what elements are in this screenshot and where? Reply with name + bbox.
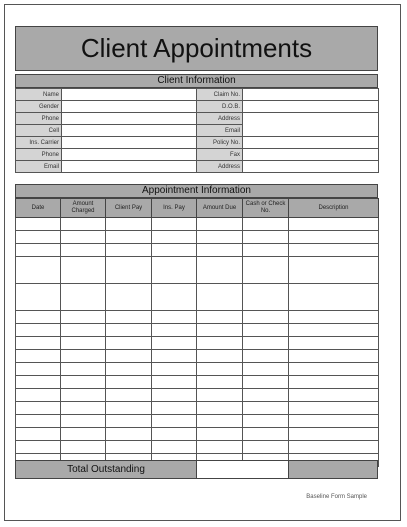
appointment-cell[interactable] <box>16 284 61 311</box>
name-field[interactable] <box>62 89 197 101</box>
appointment-cell[interactable] <box>243 389 289 402</box>
appointment-row <box>16 428 379 441</box>
appointment-cell[interactable] <box>16 257 61 284</box>
client-row <box>16 113 379 125</box>
appointment-cell[interactable] <box>197 415 243 428</box>
appointment-cell[interactable] <box>61 441 106 454</box>
fax-field[interactable] <box>243 149 379 161</box>
appointment-cell[interactable] <box>289 337 379 350</box>
appointment-cell[interactable] <box>16 244 61 257</box>
appointment-cell[interactable] <box>197 441 243 454</box>
appointment-cell[interactable] <box>61 311 106 324</box>
appointment-cell[interactable] <box>16 415 61 428</box>
appointment-cell[interactable] <box>289 218 379 231</box>
appointment-cell[interactable] <box>243 231 289 244</box>
column-header: Cash or Check No. <box>243 199 289 218</box>
appointment-cell[interactable] <box>61 402 106 415</box>
column-header: Amount Due <box>197 199 243 218</box>
appointment-row <box>16 363 379 376</box>
dob-field[interactable] <box>243 101 379 113</box>
client-row <box>16 101 379 113</box>
appointment-cell[interactable] <box>152 284 197 311</box>
field-label: Email <box>197 125 243 137</box>
appointment-rows <box>16 218 379 467</box>
carrier-address-field[interactable] <box>243 161 379 173</box>
appointment-cell[interactable] <box>197 231 243 244</box>
field-label: Gender <box>16 101 62 113</box>
appointment-cell[interactable] <box>243 441 289 454</box>
appointment-row <box>16 376 379 389</box>
appointment-cell[interactable] <box>61 231 106 244</box>
appointment-row <box>16 441 379 454</box>
appointment-cell[interactable] <box>61 376 106 389</box>
client-row <box>16 137 379 149</box>
carrier-email-field[interactable] <box>62 161 197 173</box>
field-label: Phone <box>16 149 62 161</box>
appointment-cell[interactable] <box>61 363 106 376</box>
appointment-cell[interactable] <box>106 244 152 257</box>
appointment-cell[interactable] <box>243 324 289 337</box>
appointment-cell[interactable] <box>289 428 379 441</box>
appointment-cell[interactable] <box>61 428 106 441</box>
appointment-row <box>16 415 379 428</box>
ins-carrier-field[interactable] <box>62 137 197 149</box>
gender-field[interactable] <box>62 101 197 113</box>
column-header: Date <box>16 199 61 218</box>
total-row-filler <box>289 461 377 478</box>
client-row <box>16 149 379 161</box>
address-field[interactable] <box>243 113 379 137</box>
appointment-cell[interactable] <box>152 376 197 389</box>
field-label: Claim No. <box>197 89 243 101</box>
appointment-cell[interactable] <box>16 402 61 415</box>
appointment-cell[interactable] <box>243 402 289 415</box>
field-label: Email <box>16 161 62 173</box>
appointment-cell[interactable] <box>152 324 197 337</box>
appointment-cell[interactable] <box>289 350 379 363</box>
appointment-cell[interactable] <box>243 244 289 257</box>
field-label: Address <box>197 161 243 173</box>
appointment-cell[interactable] <box>61 257 106 284</box>
total-outstanding-field[interactable] <box>197 461 289 478</box>
field-label: Ins. Carrier <box>16 137 62 149</box>
appointment-cell[interactable] <box>289 231 379 244</box>
appointment-cell[interactable] <box>106 402 152 415</box>
appointment-cell[interactable] <box>16 389 61 402</box>
appointment-cell[interactable] <box>243 350 289 363</box>
appointment-cell[interactable] <box>106 376 152 389</box>
form-title: Client Appointments <box>15 26 378 71</box>
appointment-cell[interactable] <box>289 284 379 311</box>
appointment-cell[interactable] <box>197 244 243 257</box>
appointment-cell[interactable] <box>197 337 243 350</box>
appointment-cell[interactable] <box>16 363 61 376</box>
appointment-cell[interactable] <box>152 231 197 244</box>
appointment-cell[interactable] <box>289 324 379 337</box>
appointment-cell[interactable] <box>61 218 106 231</box>
appointment-cell[interactable] <box>106 257 152 284</box>
appointment-table <box>15 198 379 467</box>
column-header: Ins. Pay <box>152 199 197 218</box>
appointment-cell[interactable] <box>106 337 152 350</box>
appointment-cell[interactable] <box>152 257 197 284</box>
appointment-cell[interactable] <box>152 402 197 415</box>
appointment-row <box>16 257 379 284</box>
appointment-cell[interactable] <box>289 402 379 415</box>
appointment-cell[interactable] <box>243 363 289 376</box>
appointment-row <box>16 311 379 324</box>
field-label: Name <box>16 89 62 101</box>
appointment-row <box>16 284 379 311</box>
appointment-cell[interactable] <box>16 311 61 324</box>
appointment-row <box>16 324 379 337</box>
appointment-cell[interactable] <box>152 441 197 454</box>
appointment-cell[interactable] <box>106 218 152 231</box>
appointment-cell[interactable] <box>152 363 197 376</box>
appointment-cell[interactable] <box>289 257 379 284</box>
appointment-cell[interactable] <box>197 311 243 324</box>
appointment-cell[interactable] <box>152 389 197 402</box>
column-header: Amount Charged <box>61 199 106 218</box>
total-outstanding-label: Total Outstanding <box>16 461 197 478</box>
appointment-cell[interactable] <box>243 376 289 389</box>
appointment-cell[interactable] <box>16 376 61 389</box>
field-label: Fax <box>197 149 243 161</box>
appointment-cell[interactable] <box>289 441 379 454</box>
appointment-row <box>16 389 379 402</box>
appointment-cell[interactable] <box>197 218 243 231</box>
appointment-cell[interactable] <box>106 231 152 244</box>
appointment-cell[interactable] <box>289 415 379 428</box>
appointment-cell[interactable] <box>61 389 106 402</box>
field-label: Phone <box>16 113 62 125</box>
appointment-cell[interactable] <box>243 415 289 428</box>
appointment-cell[interactable] <box>61 350 106 363</box>
appointment-cell[interactable] <box>289 389 379 402</box>
appointment-cell[interactable] <box>61 337 106 350</box>
appointment-cell[interactable] <box>243 218 289 231</box>
appointment-cell[interactable] <box>289 376 379 389</box>
field-label: Policy No. <box>197 137 243 149</box>
appointment-cell[interactable] <box>152 428 197 441</box>
appointment-cell[interactable] <box>243 311 289 324</box>
appointment-cell[interactable] <box>61 415 106 428</box>
appointment-cell[interactable] <box>106 350 152 363</box>
appointment-cell[interactable] <box>106 324 152 337</box>
appointment-row <box>16 337 379 350</box>
appointment-cell[interactable] <box>106 415 152 428</box>
appointment-cell[interactable] <box>16 231 61 244</box>
appointment-row <box>16 350 379 363</box>
appointment-cell[interactable] <box>197 402 243 415</box>
claim-no-field[interactable] <box>243 89 379 101</box>
appointment-cell[interactable] <box>197 389 243 402</box>
appointment-cell[interactable] <box>61 244 106 257</box>
appointment-cell[interactable] <box>61 284 106 311</box>
appointment-cell[interactable] <box>106 428 152 441</box>
appointment-cell[interactable] <box>106 363 152 376</box>
appointment-cell[interactable] <box>197 376 243 389</box>
appointment-cell[interactable] <box>106 389 152 402</box>
appointment-cell[interactable] <box>197 428 243 441</box>
appointment-cell[interactable] <box>152 311 197 324</box>
appointment-cell[interactable] <box>289 311 379 324</box>
appointment-cell[interactable] <box>152 415 197 428</box>
policy-no-field[interactable] <box>243 137 379 149</box>
appointment-cell[interactable] <box>16 441 61 454</box>
carrier-phone-field[interactable] <box>62 149 197 161</box>
client-row <box>16 161 379 173</box>
appointment-cell[interactable] <box>197 257 243 284</box>
field-label: Address <box>197 113 243 125</box>
field-label: Cell <box>16 125 62 137</box>
appointment-cell[interactable] <box>106 311 152 324</box>
appointment-cell[interactable] <box>106 284 152 311</box>
appointment-info-header: Appointment Information <box>15 184 378 198</box>
appointment-cell[interactable] <box>152 337 197 350</box>
appointment-cell[interactable] <box>16 218 61 231</box>
appointment-row <box>16 231 379 244</box>
appointment-cell[interactable] <box>152 350 197 363</box>
appointment-cell[interactable] <box>16 324 61 337</box>
appointment-cell[interactable] <box>61 324 106 337</box>
appointment-cell[interactable] <box>152 244 197 257</box>
appointment-row <box>16 402 379 415</box>
field-label: D.O.B. <box>197 101 243 113</box>
column-header: Description <box>289 199 379 218</box>
client-row <box>16 89 379 101</box>
column-header: Client Pay <box>106 199 152 218</box>
appointment-cell[interactable] <box>197 350 243 363</box>
appointment-cell[interactable] <box>152 218 197 231</box>
client-info-table <box>15 88 379 173</box>
phone-field[interactable] <box>62 113 197 125</box>
appointment-cell[interactable] <box>197 324 243 337</box>
appointment-header-row <box>16 199 379 218</box>
appointment-cell[interactable] <box>16 428 61 441</box>
appointment-cell[interactable] <box>243 284 289 311</box>
appointment-row <box>16 218 379 231</box>
appointment-cell[interactable] <box>243 428 289 441</box>
appointment-cell[interactable] <box>197 284 243 311</box>
appointment-cell[interactable] <box>243 257 289 284</box>
footer-note: Baseline Form Sample <box>306 494 367 500</box>
appointment-row <box>16 244 379 257</box>
appointment-cell[interactable] <box>106 441 152 454</box>
appointment-cell[interactable] <box>289 244 379 257</box>
appointment-cell[interactable] <box>16 350 61 363</box>
total-outstanding-row <box>15 460 378 479</box>
appointment-cell[interactable] <box>289 363 379 376</box>
appointment-cell[interactable] <box>243 337 289 350</box>
cell-field[interactable] <box>62 125 197 137</box>
appointment-cell[interactable] <box>16 337 61 350</box>
appointment-cell[interactable] <box>197 363 243 376</box>
client-info-header: Client Information <box>15 74 378 88</box>
